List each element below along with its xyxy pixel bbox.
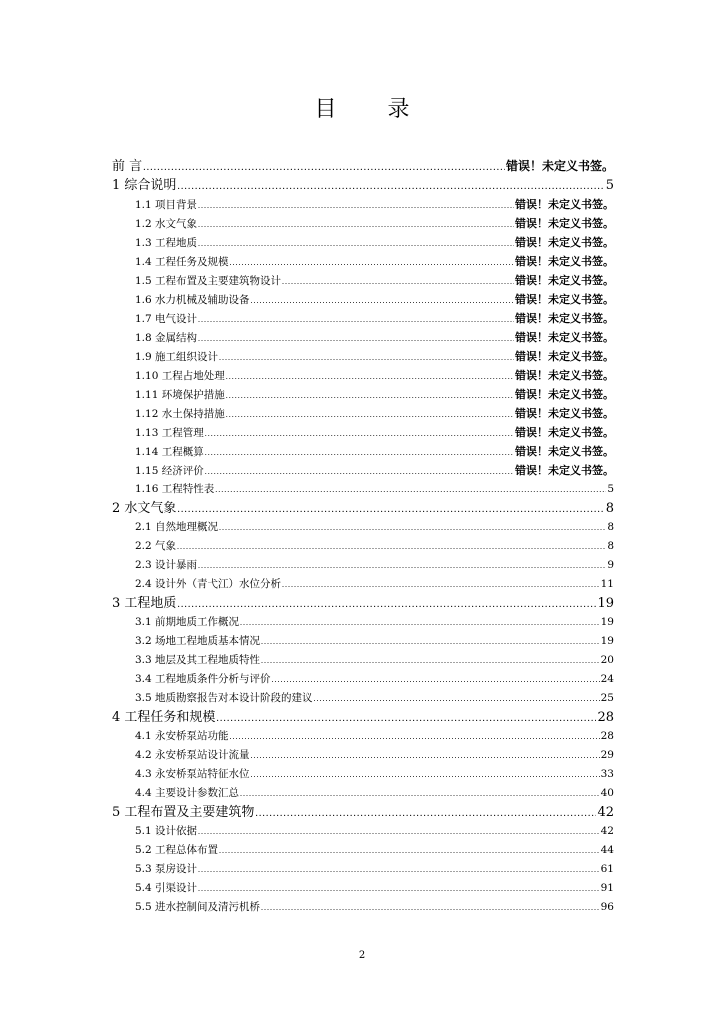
toc-entry[interactable] [112, 214, 614, 233]
toc-entry-page: 错误！未定义书签。 [515, 198, 614, 211]
toc-entry[interactable] [112, 423, 614, 442]
toc-leader-dots [177, 537, 606, 556]
toc-entry[interactable] [112, 271, 614, 290]
toc-entry[interactable] [112, 328, 614, 347]
toc-entry-page: 61 [600, 863, 614, 875]
toc-leader-dots [314, 689, 600, 708]
toc-entry[interactable] [112, 708, 614, 727]
toc-leader-dots [251, 746, 600, 765]
toc-entry-page: 20 [600, 654, 614, 666]
toc-entry-label: 5.5 进水控制间及清污机桥 [135, 901, 261, 913]
toc-entry[interactable] [112, 879, 614, 898]
toc-entry-label: 4.1 永安桥泵站功能 [135, 730, 229, 742]
page-number: 2 [358, 950, 366, 961]
toc-entry-page: 错误！未定义书签。 [515, 350, 614, 363]
toc-leader-dots [215, 480, 606, 499]
toc-entry[interactable] [112, 822, 614, 841]
toc-entry-page: 28 [597, 710, 614, 725]
toc-entry[interactable] [112, 575, 614, 594]
toc-entry-page: 96 [600, 901, 614, 913]
toc-entry-page: 9 [607, 559, 614, 571]
page-title: 目 录 [314, 97, 432, 122]
toc-entry-label: 3 工程地质 [112, 596, 177, 611]
toc-leader-dots [282, 575, 600, 594]
toc-entry[interactable] [112, 632, 614, 651]
toc-entry-page: 错误！未定义书签。 [515, 312, 614, 325]
toc-entry[interactable] [112, 347, 614, 366]
toc-entry[interactable] [112, 727, 614, 746]
toc-entry-label: 4.3 永安桥泵站特征水位 [135, 768, 250, 780]
toc-entry-page: 8 [605, 501, 614, 516]
toc-entry-page: 24 [600, 673, 614, 685]
toc-entry-page: 8 [607, 540, 614, 552]
toc-entry-label: 5.2 工程总体布置 [135, 844, 219, 856]
toc-entry-label: 5.1 设计依据 [135, 825, 198, 837]
toc-entry[interactable] [112, 461, 614, 480]
toc-entry-label: 1.9 施工组织设计 [135, 351, 219, 363]
toc-leader-dots [143, 158, 505, 176]
toc-leader-dots [230, 253, 514, 271]
toc-leader-dots [205, 424, 514, 442]
toc-entry-label: 1.10 工程占地处理 [135, 370, 225, 382]
toc-entry-page: 19 [600, 635, 614, 647]
toc-leader-dots [251, 291, 514, 309]
toc-leader-dots [255, 804, 596, 822]
toc-entry-label: 3.1 前期地质工作概况 [135, 616, 240, 628]
toc-entry[interactable] [112, 366, 614, 385]
toc-entry-label: 1 综合说明 [112, 178, 177, 193]
toc-leader-dots [198, 310, 514, 328]
toc-entry-label: 4 工程任务和规模 [112, 710, 216, 725]
toc-entry-page: 错误！未定义书签。 [515, 236, 614, 249]
toc-entry-page: 错误！未定义书签。 [515, 426, 614, 439]
toc-entry-page: 19 [597, 596, 614, 611]
toc-entry[interactable] [112, 613, 614, 632]
toc-entry-page: 错误！未定义书签。 [515, 445, 614, 458]
toc-entry-label: 1.3 工程地质 [135, 237, 198, 249]
table-of-contents [112, 157, 614, 917]
toc-entry-label: 3.3 地层及其工程地质特性 [135, 654, 261, 666]
toc-entry[interactable] [112, 252, 614, 271]
toc-entry[interactable] [112, 803, 614, 822]
toc-leader-dots [205, 443, 514, 461]
toc-entry[interactable] [112, 765, 614, 784]
toc-entry[interactable] [112, 442, 614, 461]
toc-entry-page: 44 [600, 844, 614, 856]
toc-entry-label: 1.4 工程任务及规模 [135, 256, 229, 268]
toc-entry[interactable] [112, 784, 614, 803]
toc-entry-label: 1.12 水土保持措施 [135, 408, 225, 420]
toc-entry-label: 1.16 工程特性表 [135, 483, 215, 495]
toc-entry[interactable] [112, 518, 614, 537]
toc-leader-dots [230, 727, 600, 746]
toc-entry[interactable] [112, 594, 614, 613]
toc-leader-dots [219, 841, 600, 860]
toc-entry[interactable] [112, 176, 614, 195]
toc-entry[interactable] [112, 385, 614, 404]
toc-entry[interactable] [112, 841, 614, 860]
toc-entry-label: 5.4 引渠设计 [135, 882, 198, 894]
toc-entry-label: 1.8 金属结构 [135, 332, 198, 344]
toc-leader-dots [282, 272, 514, 290]
toc-leader-dots [177, 177, 604, 195]
toc-leader-dots [219, 348, 514, 366]
toc-entry-label: 2.1 自然地理概况 [135, 521, 219, 533]
toc-entry-label: 4.2 永安桥泵站设计流量 [135, 749, 250, 761]
toc-entry-page: 错误！未定义书签。 [515, 217, 614, 230]
toc-entry-page: 错误！未定义书签。 [515, 388, 614, 401]
toc-entry[interactable] [112, 195, 614, 214]
toc-entry[interactable] [112, 499, 614, 518]
toc-entry-label: 4.4 主要设计参数汇总 [135, 787, 240, 799]
toc-entry-label: 1.5 工程布置及主要建筑物设计 [135, 275, 282, 287]
toc-leader-dots [251, 765, 600, 784]
toc-leader-dots [198, 822, 600, 841]
toc-leader-dots [219, 518, 606, 537]
toc-leader-dots [198, 879, 600, 898]
toc-entry-page: 25 [600, 692, 614, 704]
toc-entry-label: 3.2 场地工程地质基本情况 [135, 635, 261, 647]
toc-leader-dots [198, 234, 514, 252]
toc-entry[interactable] [112, 556, 614, 575]
toc-entry[interactable] [112, 157, 614, 176]
toc-entry[interactable] [112, 860, 614, 879]
toc-entry-label: 5 工程布置及主要建筑物 [112, 805, 255, 820]
toc-leader-dots [198, 556, 606, 575]
toc-leader-dots [198, 329, 514, 347]
toc-leader-dots [205, 462, 514, 480]
toc-entry[interactable] [112, 746, 614, 765]
toc-entry[interactable] [112, 233, 614, 252]
toc-leader-dots [261, 651, 600, 670]
toc-entry-page: 错误！未定义书签。 [515, 464, 614, 477]
toc-leader-dots [198, 860, 600, 879]
toc-entry-page: 91 [600, 882, 614, 894]
toc-leader-dots [226, 367, 514, 385]
toc-entry[interactable] [112, 290, 614, 309]
toc-entry[interactable] [112, 537, 614, 556]
toc-entry-label: 2.4 设计外（青弋江）水位分析 [135, 578, 282, 590]
toc-entry-page: 错误！未定义书签。 [515, 293, 614, 306]
toc-entry-label: 前 言 [112, 159, 143, 174]
toc-entry-label: 1.15 经济评价 [135, 465, 204, 477]
toc-entry-label: 1.6 水力机械及辅助设备 [135, 294, 250, 306]
toc-leader-dots [226, 405, 514, 423]
toc-leader-dots [177, 500, 604, 518]
toc-entry-page: 42 [597, 805, 614, 820]
toc-entry-label: 3.5 地质勘察报告对本设计阶段的建议 [135, 692, 313, 704]
toc-entry[interactable] [112, 309, 614, 328]
toc-entry[interactable] [112, 404, 614, 423]
toc-entry-label: 1.11 环境保护措施 [135, 389, 225, 401]
toc-leader-dots [226, 386, 514, 404]
toc-entry-page: 42 [600, 825, 614, 837]
toc-entry[interactable] [112, 480, 614, 499]
toc-entry-page: 错误！未定义书签。 [515, 369, 614, 382]
toc-entry-page: 40 [600, 787, 614, 799]
toc-entry[interactable] [112, 651, 614, 670]
toc-entry-label: 1.1 项目背景 [135, 199, 198, 211]
toc-leader-dots [198, 196, 514, 214]
toc-entry-page: 33 [600, 768, 614, 780]
toc-entry-label: 1.13 工程管理 [135, 427, 204, 439]
toc-entry-page: 错误！未定义书签。 [505, 159, 614, 173]
toc-entry-label: 1.7 电气设计 [135, 313, 198, 325]
toc-entry-page: 19 [600, 616, 614, 628]
toc-entry-page: 错误！未定义书签。 [515, 255, 614, 268]
toc-leader-dots [272, 670, 600, 689]
toc-entry-page: 5 [605, 178, 614, 193]
toc-entry-page: 8 [607, 521, 614, 533]
toc-leader-dots [177, 595, 596, 613]
toc-leader-dots [216, 709, 596, 727]
toc-entry-label: 1.2 水文气象 [135, 218, 198, 230]
toc-entry-page: 5 [607, 483, 614, 495]
toc-entry-label: 1.14 工程概算 [135, 446, 204, 458]
toc-entry-label: 2.3 设计暴雨 [135, 559, 198, 571]
toc-entry[interactable] [112, 689, 614, 708]
toc-leader-dots [240, 613, 600, 632]
toc-entry[interactable] [112, 898, 614, 917]
toc-entry-page: 11 [600, 578, 614, 590]
toc-entry-label: 5.3 泵房设计 [135, 863, 198, 875]
toc-entry-page: 错误！未定义书签。 [515, 407, 614, 420]
toc-entry-page: 错误！未定义书签。 [515, 331, 614, 344]
toc-entry-page: 错误！未定义书签。 [515, 274, 614, 287]
toc-entry-label: 2.2 气象 [135, 540, 177, 552]
toc-entry[interactable] [112, 670, 614, 689]
toc-entry-label: 2 水文气象 [112, 501, 177, 516]
toc-leader-dots [261, 632, 600, 651]
toc-leader-dots [240, 784, 600, 803]
toc-entry-label: 3.4 工程地质条件分析与评价 [135, 673, 271, 685]
toc-entry-page: 28 [600, 730, 614, 742]
toc-leader-dots [261, 898, 600, 917]
toc-entry-page: 29 [600, 749, 614, 761]
toc-leader-dots [198, 215, 514, 233]
